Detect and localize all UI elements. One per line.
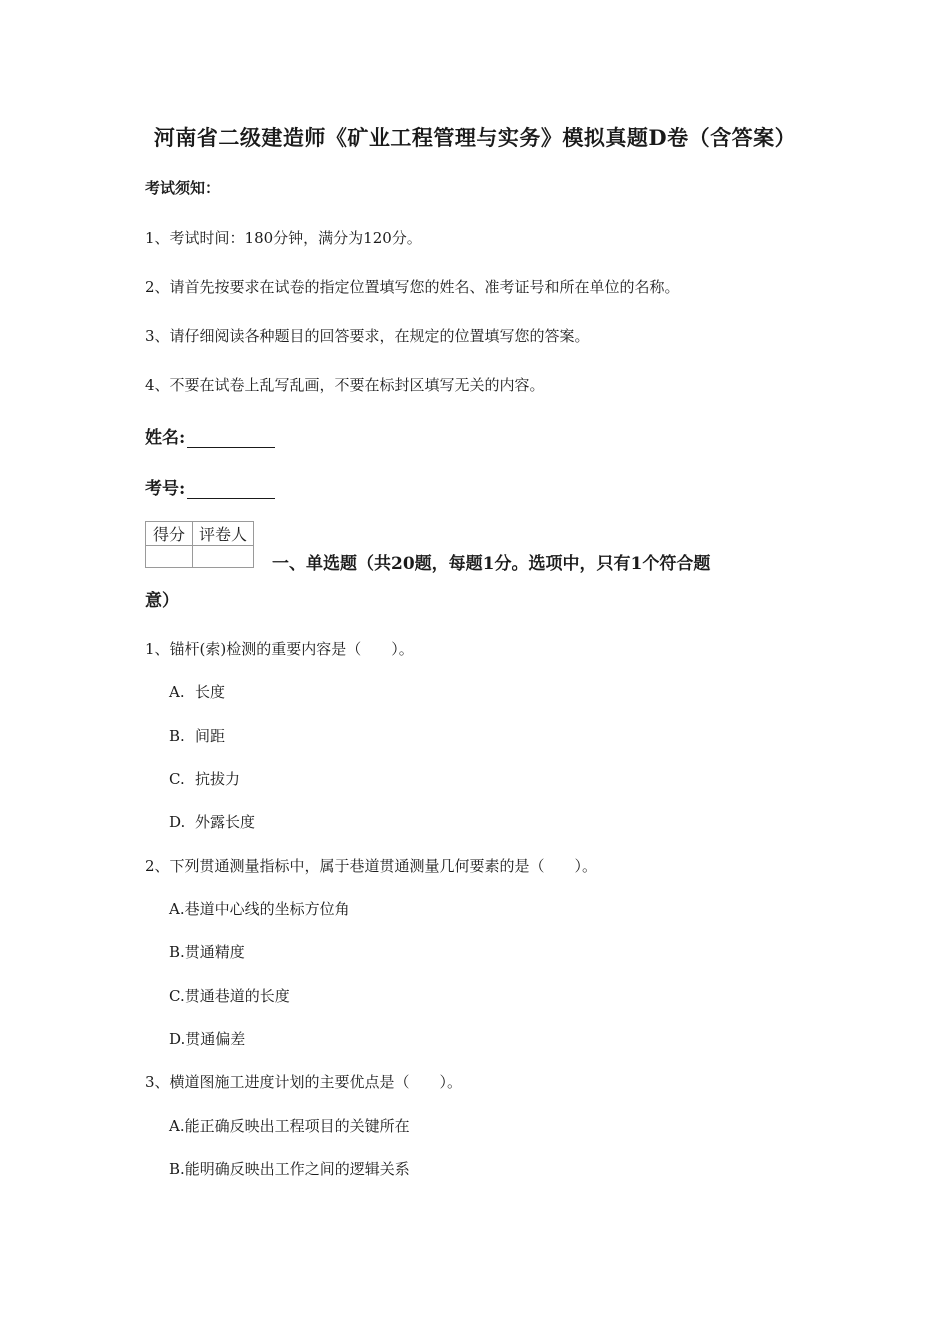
question-option	[169, 681, 225, 702]
question-option: D.贯通偏差	[169, 1030, 246, 1048]
score-table	[145, 521, 254, 568]
name-field	[145, 423, 275, 448]
notice-item: 4、不要在试卷上乱写乱画，不要在标封区填写无关的内容。	[145, 376, 545, 394]
question-option	[169, 768, 240, 789]
name-blank-line[interactable]	[187, 429, 275, 448]
question-option: B.能明确反映出工作之间的逻辑关系	[169, 1160, 410, 1178]
option-letter: D.	[169, 813, 186, 831]
option-text: 间距	[195, 727, 226, 745]
question-option	[169, 725, 225, 746]
question-option: B.贯通精度	[169, 943, 245, 961]
section-title: 一、单选题（共20题，每题1分。选项中，只有1个符合题	[272, 554, 711, 574]
notice-item: 2、请首先按要求在试卷的指定位置填写您的姓名、准考证号和所在单位的名称。	[145, 278, 680, 296]
name-label: 姓名:	[145, 428, 186, 448]
option-letter: C.	[169, 770, 185, 788]
question-option	[169, 811, 255, 832]
notice-item: 1、考试时间：180分钟，满分为120分。	[145, 229, 422, 247]
grader-cell[interactable]	[193, 546, 254, 568]
score-header: 得分	[146, 522, 193, 546]
question-option: A.能正确反映出工程项目的关键所在	[169, 1117, 410, 1135]
grader-header: 评卷人	[193, 522, 254, 546]
exam-id-label: 考号:	[145, 479, 186, 499]
score-cell[interactable]	[146, 546, 193, 568]
exam-id-field	[145, 474, 275, 499]
option-letter: B.	[169, 727, 185, 745]
question-option: C.贯通巷道的长度	[169, 987, 290, 1005]
question-stem: 3、横道图施工进度计划的主要优点是（ ）。	[145, 1073, 463, 1091]
option-text: 抗拔力	[195, 770, 241, 788]
notice-item: 3、请仔细阅读各种题目的回答要求，在规定的位置填写您的答案。	[145, 327, 590, 345]
question-stem: 2、下列贯通测量指标中，属于巷道贯通测量几何要素的是（ ）。	[145, 857, 598, 875]
question-option: A.巷道中心线的坐标方位角	[169, 900, 350, 918]
option-letter: A.	[169, 683, 185, 701]
section-title-continued: 意）	[145, 591, 179, 611]
exam-id-blank-line[interactable]	[187, 480, 275, 499]
notice-heading: 考试须知：	[145, 179, 221, 197]
option-text: 长度	[195, 683, 226, 701]
question-stem: 1、锚杆(索)检测的重要内容是（ ）。	[145, 640, 414, 658]
option-text: 外露长度	[195, 813, 256, 831]
document-title: 河南省二级建造师《矿业工程管理与实务》模拟真题D卷（含答案）	[153, 125, 797, 150]
